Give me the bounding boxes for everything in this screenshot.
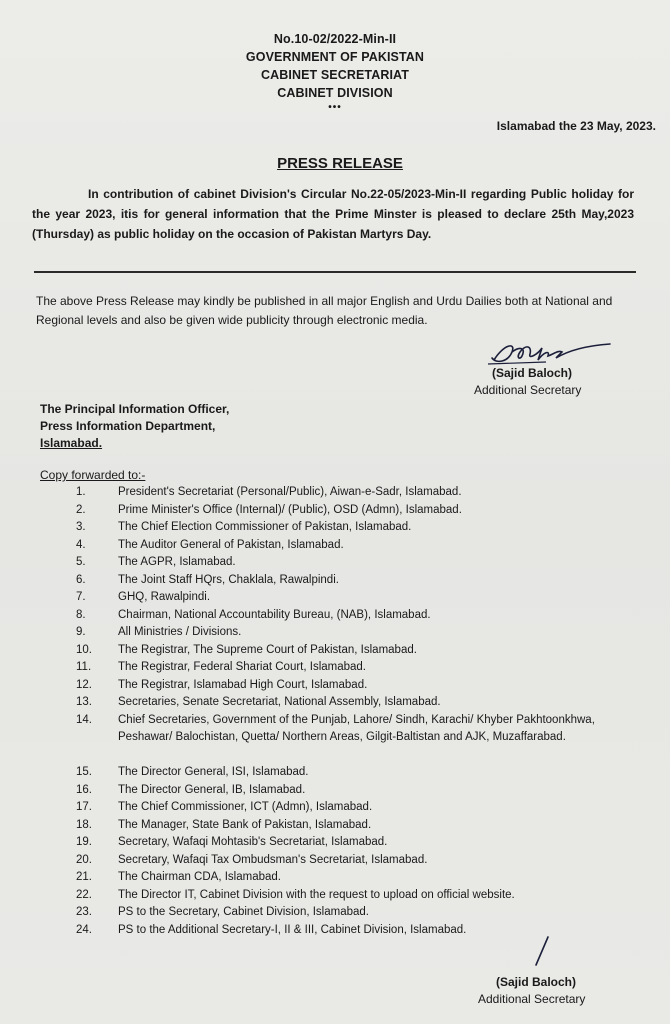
copy-list-text: The Chairman CDA, Islamabad. <box>118 871 281 883</box>
addressee-block <box>40 401 229 452</box>
copy-list-text: PS to the Additional Secretary-I, II & III, Cabinet Division, Islamabad. <box>118 923 467 936</box>
divider-line <box>34 271 636 273</box>
copy-list-number: 19. <box>76 836 92 848</box>
copy-list-text: The AGPR, Islamabad. <box>118 556 236 568</box>
copy-list-number: 14. <box>76 713 92 726</box>
addressee-line-3: Islamabad. <box>40 436 103 450</box>
copy-list-text: PS to the Secretary, Cabinet Division, Islamabad. <box>118 906 369 918</box>
copy-list-text: The Registrar, Islamabad High Court, Islamabad. <box>118 678 368 691</box>
heading-dots: ••• <box>328 102 342 113</box>
copy-list-number: 22. <box>76 888 92 901</box>
copy-list-number: 17. <box>76 801 92 813</box>
copy-list-text: The Joint Staff HQrs, Chaklala, Rawalpindi. <box>118 573 339 586</box>
addressee-line-1: The Principal Information Officer, <box>40 402 230 416</box>
copy-list-text: Chairman, National Accountability Bureau, (NAB), Islamabad. <box>118 608 431 621</box>
copy-list-number: 21. <box>76 871 92 883</box>
copy-list-text: Secretaries, Senate Secretariat, National Assembly, Islamabad. <box>118 696 441 708</box>
copy-list-number: 10. <box>76 643 92 656</box>
copy-list-text: The Chief Election Commissioner of Pakistan, Islamabad. <box>118 521 412 533</box>
signatory-bottom-name: (Sajid Baloch) <box>496 975 577 989</box>
copy-list-number: 24. <box>76 923 92 936</box>
copy-list-number: 15. <box>76 766 92 778</box>
copy-list-number: 4. <box>76 538 86 551</box>
copy-list-text: The Director General, IB, Islamabad. <box>118 783 306 796</box>
copy-list-number: 12. <box>76 678 92 691</box>
signatory-bottom-designation: Additional Secretary <box>478 992 586 1006</box>
copy-list-text: Secretary, Wafaqi Mohtasib's Secretariat, Islamabad. <box>118 836 388 848</box>
signatory-top-name: (Sajid Baloch) <box>492 366 573 380</box>
press-release-text: In contribution of cabinet Division's Circular No.22-05/2023-Min-II regarding Public holiday for the year 2023, itis for general information that the Prime Minster is pleased to declare 25th May,2023 (Thursday) as public holiday on the occasion of Pakistan Martyrs Day. <box>32 187 634 241</box>
copy-list-number: 2. <box>76 503 86 516</box>
copy-list-text: Secretary, Wafaqi Tax Ombudsman's Secretariat, Islamabad. <box>118 853 428 866</box>
copy-list-text: President's Secretariat (Personal/Public), Aiwan-e-Sadr, Islamabad. <box>118 486 462 498</box>
copy-list-text: The Manager, State Bank of Pakistan, Islamabad. <box>118 818 372 831</box>
copy-list-text: The Chief Commissioner, ICT (Admn), Islamabad. <box>118 801 373 813</box>
publication-note: The above Press Release may kindly be published in all major English and Urdu Dailies both at National and Regional levels and also be given wide publicity through electronic media. <box>36 294 613 327</box>
press-release-title: PRESS RELEASE <box>277 155 403 172</box>
copy-list-number: 6. <box>76 573 86 586</box>
signature-top <box>486 334 616 368</box>
copy-list-text: The Director IT, Cabinet Division with the request to upload on official website. <box>118 888 515 901</box>
file-number: No.10-02/2022-Min-II <box>273 32 397 46</box>
govt-heading: GOVERNMENT OF PAKISTAN <box>245 50 425 64</box>
copy-list-number: 1. <box>76 486 86 498</box>
copy-list-number: 11. <box>76 661 92 673</box>
copy-list-number: 3. <box>76 521 86 533</box>
copy-list-number: 7. <box>76 591 86 603</box>
copy-list-text: All Ministries / Divisions. <box>118 626 242 638</box>
addressee-line-2: Press Information Department, <box>40 419 216 433</box>
copy-list-number: 16. <box>76 783 92 796</box>
press-release-body <box>32 184 634 244</box>
copy-list-text: The Registrar, Federal Shariat Court, Islamabad. <box>118 661 367 673</box>
copy-list-text: The Director General, ISI, Islamabad. <box>118 766 309 778</box>
copy-list-text: The Registrar, The Supreme Court of Pakistan, Islamabad. <box>118 643 417 656</box>
copy-list-number: 23. <box>76 906 92 918</box>
copy-list-text: Prime Minister's Office (Internal)/ (Public), OSD (Admn), Islamabad. <box>118 503 462 516</box>
copy-list-number: 9. <box>76 626 86 638</box>
copy-list-text: The Auditor General of Pakistan, Islamabad. <box>118 538 344 551</box>
copy-list-number: 8. <box>76 608 86 621</box>
division-heading: CABINET DIVISION <box>277 86 393 100</box>
copy-list-number: 5. <box>76 556 86 568</box>
secretariat-heading: CABINET SECRETARIAT <box>261 68 409 82</box>
copy-list-text: GHQ, Rawalpindi. <box>118 591 211 603</box>
copy-forwarded-label: Copy forwarded to:- <box>40 468 146 482</box>
copy-list-text: Chief Secretaries, Government of the Punjab, Lahore/ Sindh, Karachi/ Khyber Pakhtoonkhwa, Peshawar/ Balochistan, Quetta/ Northern Areas, Gilgit-Baltistan and AJK, Muzaffarabad. <box>118 713 595 743</box>
copy-list-number: 18. <box>76 818 92 831</box>
issue-date: Islamabad the 23 May, 2023. <box>496 119 656 133</box>
copy-list-number: 13. <box>76 696 92 708</box>
signatory-top-designation: Additional Secretary <box>474 383 582 397</box>
signature-bottom <box>528 935 558 969</box>
copy-list-number: 20. <box>76 853 92 866</box>
